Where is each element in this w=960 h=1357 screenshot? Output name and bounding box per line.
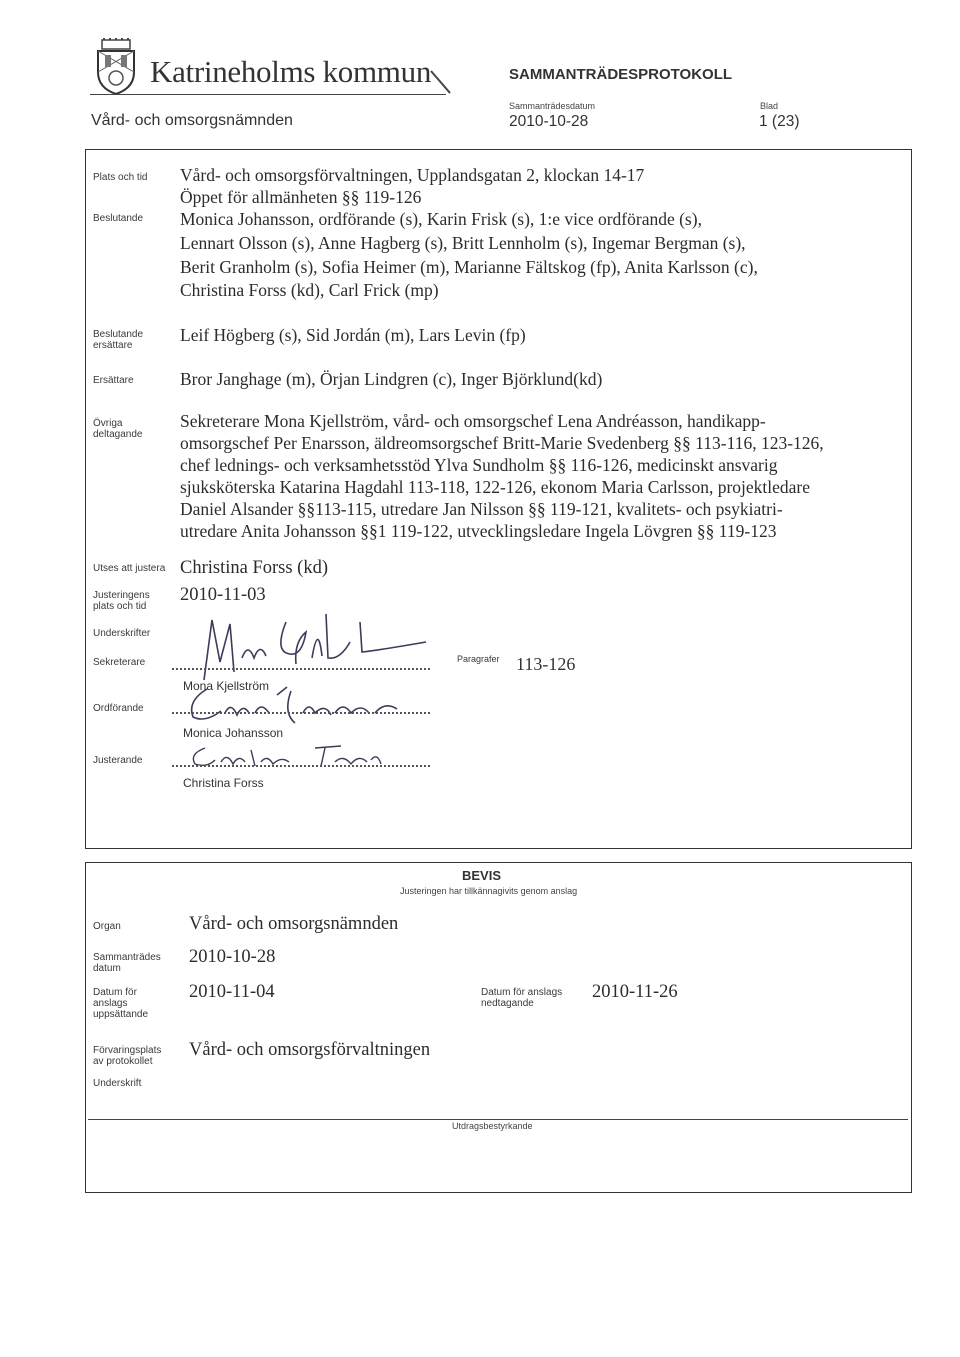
- sekreterare-name: Mona Kjellström: [183, 679, 270, 693]
- beslutande-line-4: Christina Forss (kd), Carl Frick (mp): [180, 280, 439, 300]
- ersattare-label: Ersättare: [93, 375, 134, 386]
- sekreterare-sign-line: [172, 668, 430, 670]
- justerande-name: Christina Forss: [183, 776, 264, 790]
- sekreterare-signature: [190, 602, 430, 682]
- bevis-title: BEVIS: [462, 868, 502, 883]
- ovriga-line-4: sjuksköterska Katarina Hagdahl 113-118, 122-126, ekonom Maria Carlsson, projektledare: [180, 477, 810, 497]
- municipality-name: Katrineholms kommun: [150, 54, 432, 89]
- underskrift-line: [88, 1119, 908, 1120]
- utses-justerare: Christina Forss (kd): [180, 558, 328, 578]
- board-name: Vård- och omsorgsnämnden: [91, 112, 293, 129]
- document-type: SAMMANTRÄDESPROTOKOLL: [509, 66, 733, 83]
- meeting-date: 2010-10-28: [509, 113, 589, 130]
- ordforande-signature: [185, 683, 405, 727]
- beslutande-ersattare: Leif Högberg (s), Sid Jordán (m), Lars Levin (fp): [180, 325, 526, 345]
- beslutande-line-2: Lennart Olsson (s), Anne Hagberg (s), Britt Lennholm (s), Ingemar Bergman (s),: [180, 233, 746, 253]
- justerande-sign-line: [172, 765, 430, 767]
- justerande-label: Justerande: [93, 755, 143, 766]
- sekreterare-label: Sekreterare: [93, 657, 146, 668]
- nedtagande-date: 2010-11-26: [592, 982, 678, 1002]
- justering-label: Justeringens plats och tid: [93, 590, 150, 612]
- bevis-box: [85, 862, 912, 1193]
- ordforande-name: Monica Johansson: [183, 726, 284, 740]
- underskrift-label: Underskrift: [93, 1078, 142, 1089]
- forvaringsplats-label: Förvaringsplats av protokollet: [93, 1045, 162, 1067]
- utses-label: Utses att justera: [93, 563, 166, 574]
- ovriga-line-6: utredare Anita Johansson §§1 119-122, utvecklingsledare Ingela Lövgren §§ 119-123: [180, 521, 777, 541]
- ersattare: Bror Janghage (m), Örjan Lindgren (c), Inger Björklund(kd): [180, 369, 603, 389]
- beslutande-line-1: Monica Johansson, ordförande (s), Karin Frisk (s), 1:e vice ordförande (s),: [180, 209, 702, 229]
- page-label: Blad: [760, 101, 779, 111]
- uppsattande-label: Datum för anslags uppsättande: [93, 987, 149, 1020]
- utdragsbestyrkande-label: Utdragsbestyrkande: [452, 1121, 533, 1131]
- sammantrades-date: 2010-10-28: [189, 947, 276, 967]
- header-rule-slash: [430, 70, 452, 94]
- justering-date: 2010-11-03: [180, 585, 266, 605]
- paragrafer-label: Paragrafer: [457, 654, 500, 664]
- beslutande-label: Beslutande: [93, 213, 144, 224]
- organ-value: Vård- och omsorgsnämnden: [189, 914, 399, 934]
- paragrafer-value: 113-126: [516, 654, 576, 674]
- nedtagande-label: Datum för anslags nedtagande: [481, 987, 563, 1009]
- organ-label: Organ: [93, 921, 121, 932]
- date-label: Sammanträdesdatum: [509, 101, 596, 111]
- beslutande-line-3: Berit Granholm (s), Sofia Heimer (m), Marianne Fältskog (fp), Anita Karlsson (c),: [180, 257, 758, 277]
- uppsattande-date: 2010-11-04: [189, 982, 275, 1002]
- plats-label: Plats och tid: [93, 172, 148, 183]
- ovriga-line-5: Daniel Alsander §§113-115, utredare Jan Nilsson §§ 119-121, kvalitets- och psykiatri-: [180, 499, 783, 519]
- ordforande-sign-line: [172, 712, 430, 714]
- ovriga-line-2: omsorgschef Per Enarsson, äldreomsorgschef Britt-Marie Svedenberg §§ 113-116, 123-126,: [180, 433, 824, 453]
- beslutande-ersattare-label: Beslutande ersättare: [93, 329, 144, 351]
- ovriga-label: Övriga deltagande: [93, 418, 143, 440]
- header-rule: [90, 94, 446, 95]
- plats-line-2: Öppet för allmänheten §§ 119-126: [180, 187, 422, 207]
- coat-of-arms-icon: [94, 38, 138, 96]
- sammantrades-label: Sammanträdes datum: [93, 952, 161, 974]
- ovriga-line-3: chef lednings- och verksamhetsstöd Ylva Sundholm §§ 116-126, medicinskt ansvarig: [180, 455, 778, 475]
- forvaringsplats-value: Vård- och omsorgsförvaltningen: [189, 1040, 431, 1060]
- plats-line-1: Vård- och omsorgsförvaltningen, Upplandsgatan 2, klockan 14-17: [180, 165, 645, 185]
- page-number: 1 (23): [759, 113, 800, 130]
- ovriga-line-1: Sekreterare Mona Kjellström, vård- och omsorgschef Lena Andréasson, handikapp-: [180, 411, 766, 431]
- ordforande-label: Ordförande: [93, 703, 144, 714]
- bevis-subtitle: Justeringen har tillkännagivits genom anslag: [400, 886, 578, 896]
- underskrifter-label: Underskrifter: [93, 628, 151, 639]
